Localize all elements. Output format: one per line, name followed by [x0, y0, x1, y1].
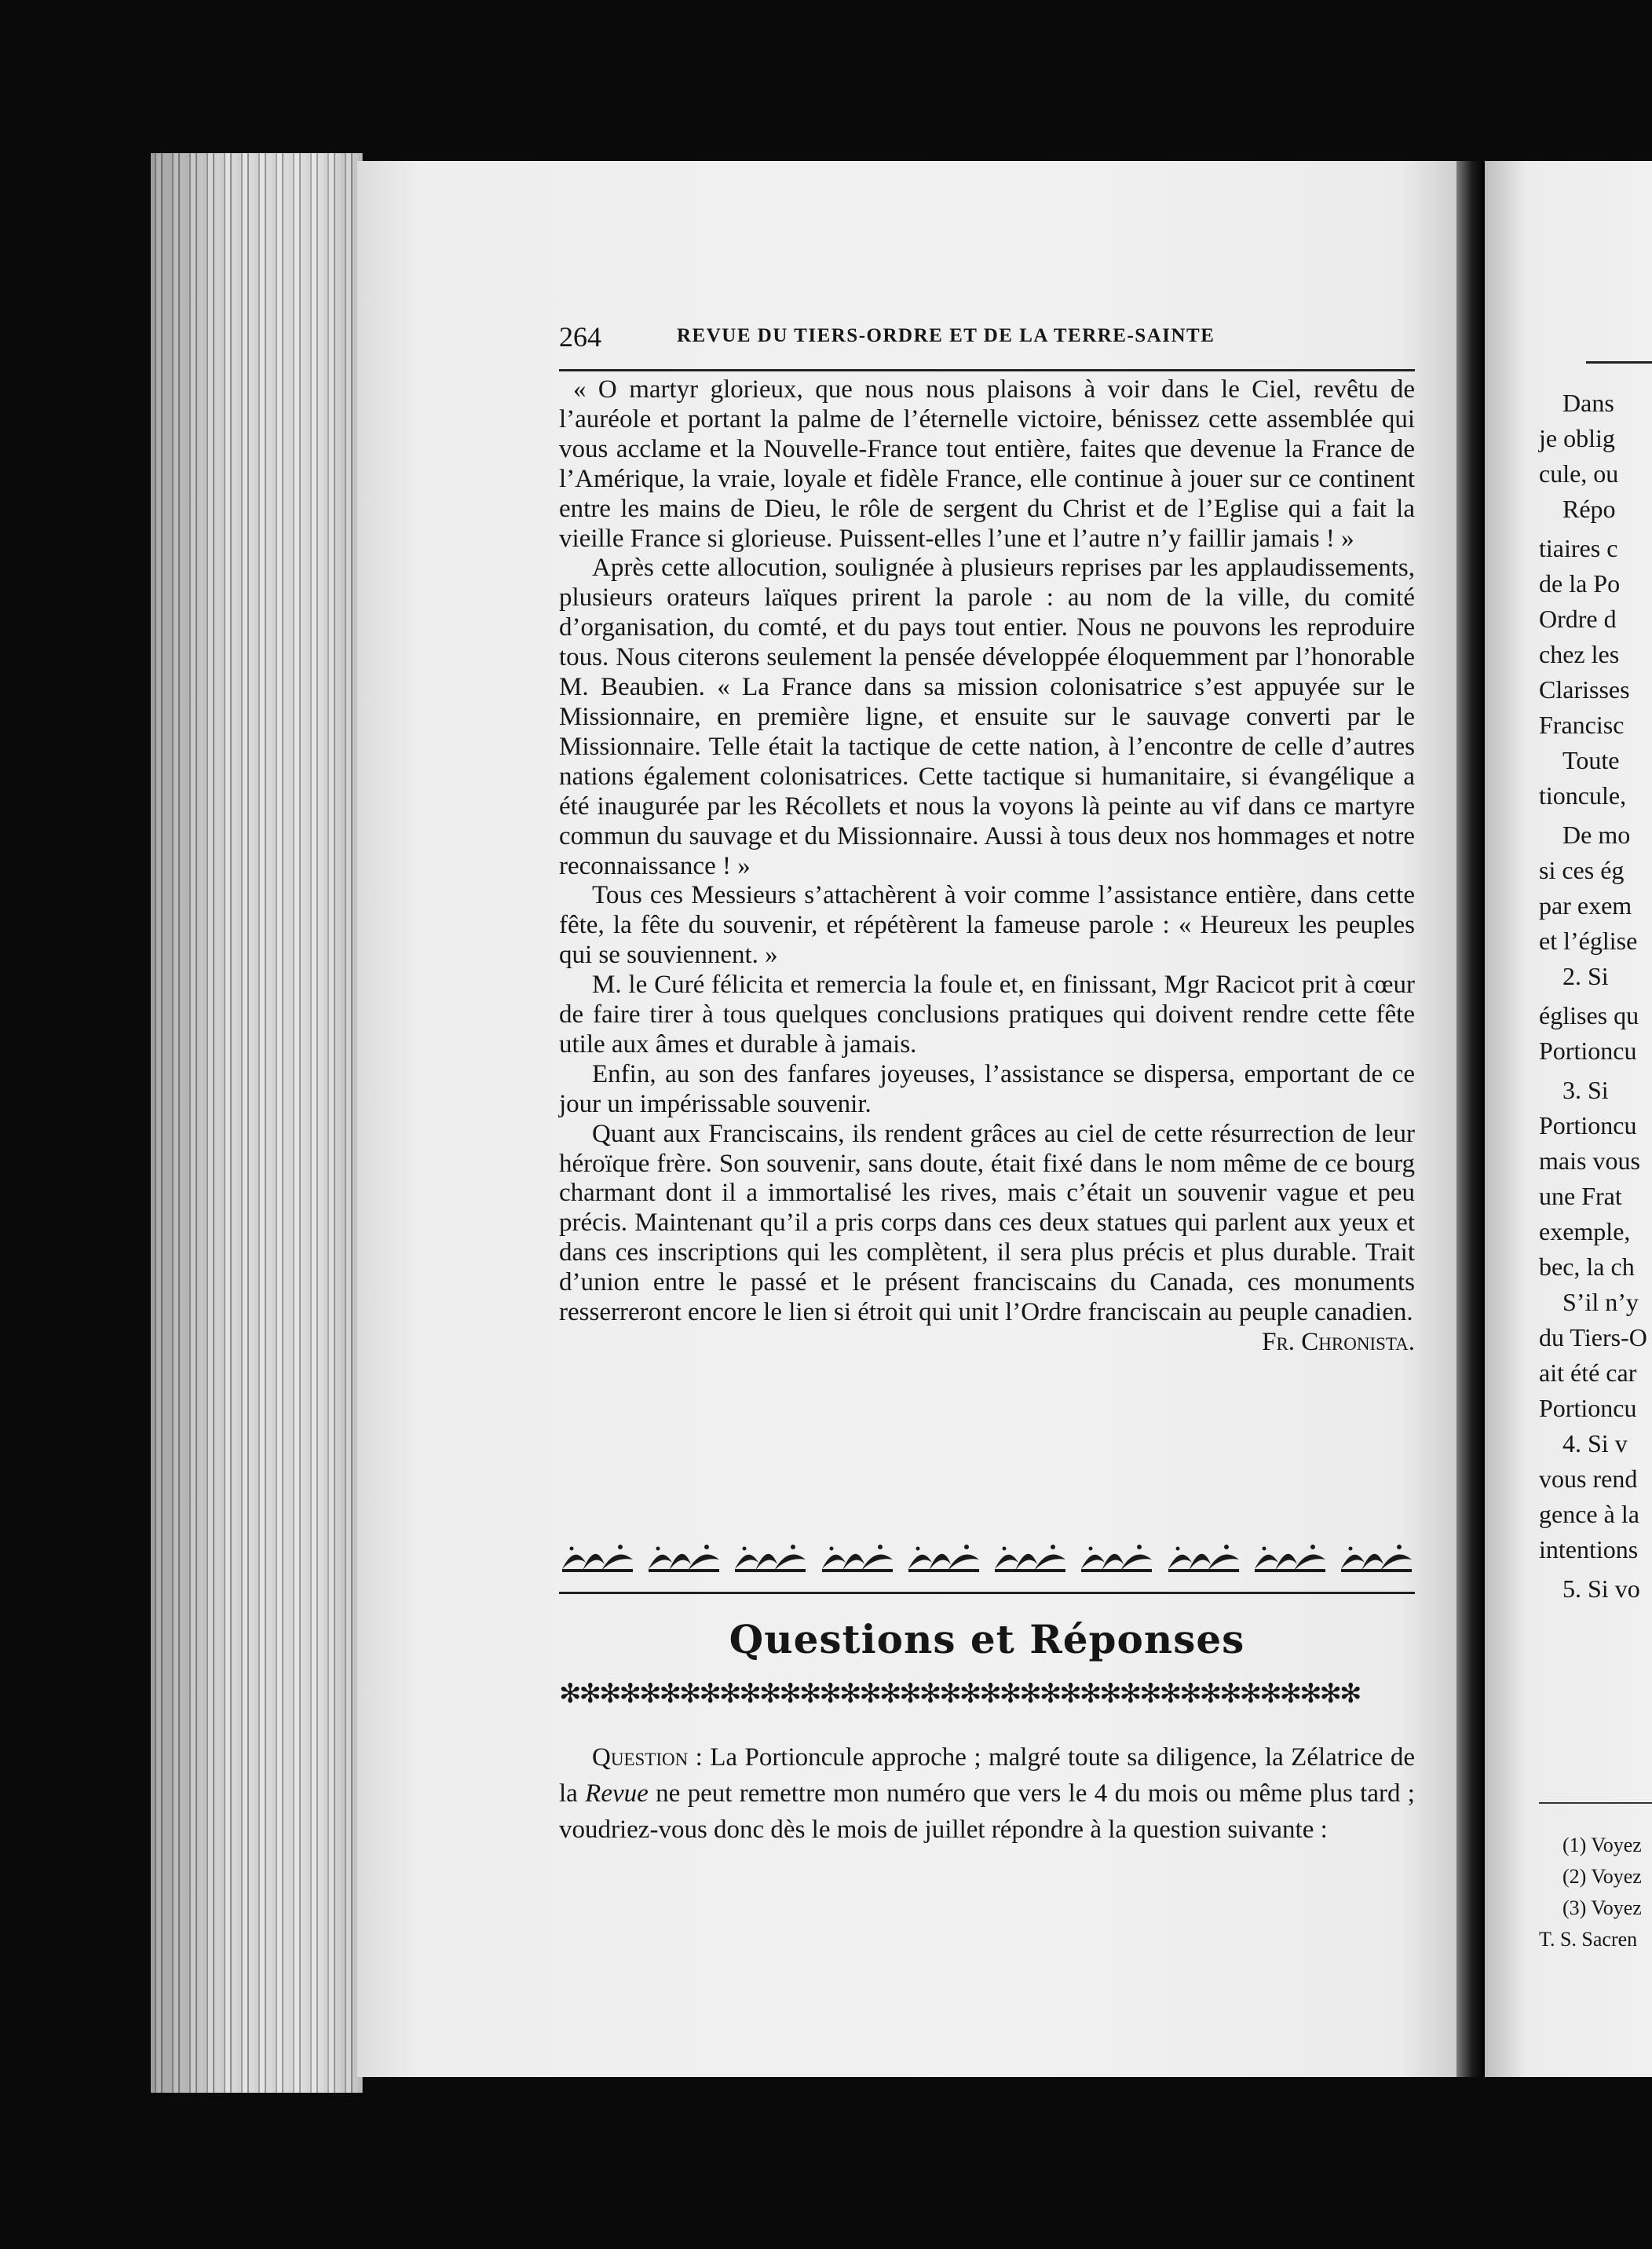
leaf-ornament-icon [905, 1539, 982, 1575]
facing-line-fragment: une Frat [1539, 1182, 1622, 1210]
facing-line-fragment: bec, la ch [1539, 1252, 1635, 1281]
paragraph: Après cette allocution, soulignée à plusieurs reprises par les applaudissements, plusieurs orateurs laïques prirent la parole : au nom de la ville, du comité d’organisation, du comté, et du pays tout entier. Nous ne pouvons les reproduire tous. Nous citerons seulement la pensée développée éloquemment par l’honorable M. Beaubien. « La France dans sa mission colonisatrice s’est appuyée sur le Missionnaire, en première ligne, et ensuite sur le sauvage converti par le Missionnaire. Telle était la tactique de cette nation, à l’encontre de celle d’autres nations également colonisatrices. Cette tactique si humanitaire, si évangélique a été inaugurée par les Récollets et nous la voyons là peinte au vif dans ce martyre commun du sauvage et du Missionnaire. Aussi à tous deux nos hommages et notre reconnaissance ! » [559, 554, 1415, 880]
question-text: La Portioncule approche ; malgré toute sa diligence, la Zélatrice de la [559, 1743, 1415, 1808]
leaf-ornament-icon [1078, 1539, 1155, 1575]
leaf-ornament-icon [1165, 1539, 1242, 1575]
facing-line-fragment: intentions [1539, 1535, 1639, 1563]
facing-line-fragment: ait été car [1539, 1359, 1637, 1387]
header-rule [559, 369, 1415, 371]
facing-line-fragment: S’il n’y [1562, 1288, 1639, 1316]
facing-line-fragment: 2. Si [1562, 962, 1609, 990]
leaf-ornament-icon [559, 1539, 636, 1575]
facing-line-fragment: Répo [1562, 495, 1616, 523]
facing-line-fragment: mais vous [1539, 1146, 1640, 1175]
section-rule [559, 1592, 1415, 1594]
article-body [559, 375, 1415, 1358]
facing-footnote-rule [1539, 1802, 1652, 1804]
facing-line-fragment: 3. Si [1562, 1076, 1609, 1104]
facing-line-fragment: 5. Si vo [1562, 1574, 1640, 1603]
star-divider: ✻✻✻✻✻✻✻✻✻✻✻✻✻✻✻✻✻✻✻✻✻✻✻✻✻✻✻✻✻✻✻✻✻✻✻✻✻✻✻✻ [559, 1680, 1360, 1709]
leaf-ornament-icon [819, 1539, 896, 1575]
facing-line-fragment: Portioncu [1539, 1394, 1637, 1422]
facing-line-fragment: Ordre d [1539, 605, 1617, 633]
facing-line-fragment: Toute [1562, 746, 1620, 774]
section-title: Questions et Réponses [729, 1616, 1245, 1662]
facing-footnote: (3) Voyez [1562, 1896, 1642, 1919]
facing-footnote: (1) Voyez [1562, 1834, 1642, 1856]
facing-line-fragment: si ces ég [1539, 856, 1625, 884]
facing-line-fragment: tioncule, [1539, 781, 1627, 810]
paragraph-last [559, 1119, 1415, 1356]
facing-line-fragment: Portioncu [1539, 1111, 1637, 1139]
question-paragraph [559, 1739, 1415, 1848]
facing-line-fragment: exemple, [1539, 1217, 1631, 1245]
facing-line-fragment: églises qu [1539, 1001, 1639, 1029]
facing-line-fragment: de la Po [1539, 569, 1621, 598]
question-block [559, 1739, 1415, 1848]
facing-line-fragment: je oblig [1539, 424, 1615, 452]
page-number: 264 [559, 321, 601, 353]
facing-line-fragment: Clarisses [1539, 675, 1630, 704]
leaf-ornament-icon [1338, 1539, 1415, 1575]
facing-footnote: (2) Voyez [1562, 1865, 1642, 1888]
paragraph: « O martyr glorieux, que nous nous plaisons à voir dans le Ciel, revêtu de l’auréole et portant la palme de l’éternelle victoire, bénissez cette assemblée qui vous acclame et la Nouvelle-France tout entière, faites que devenue la France de l’Amérique, la vraie, loyale et fidèle France, elle continue à jouer sur ce continent entre les mains de Dieu, le rôle de sergent du Christ et de l’Eglise qui a fait la vieille France si glorieuse. Puissent-elles l’une et l’autre n’y faillir jamais ! » [559, 375, 1415, 553]
running-head: REVUE DU TIERS-ORDRE ET DE LA TERRE-SAINTE [677, 325, 1215, 346]
facing-header-rule [1586, 361, 1652, 364]
question-label: Question : [592, 1743, 703, 1772]
facing-line-fragment: cule, ou [1539, 459, 1619, 488]
leaf-ornament-icon [645, 1539, 722, 1575]
facing-line-fragment: Francisc [1539, 711, 1625, 739]
leaf-ornament-icon [1252, 1539, 1329, 1575]
revue-title: Revue [585, 1779, 649, 1808]
page-header [559, 320, 1415, 352]
facing-line-fragment: Dans [1562, 389, 1614, 417]
facing-line-fragment: Portioncu [1539, 1037, 1637, 1065]
facing-line-fragment: 4. Si v [1562, 1429, 1628, 1457]
facing-line-fragment: tiaires c [1539, 534, 1618, 562]
paragraph: Enfin, au son des fanfares joyeuses, l’assistance se dispersa, emportant de ce jour un impérissable souvenir. [559, 1059, 1415, 1118]
facing-line-fragment: et l’église [1539, 927, 1638, 955]
signature: Fr. Chronista. [1262, 1328, 1415, 1356]
facing-footnote: T. S. Sacren [1539, 1928, 1638, 1951]
ornament-band [559, 1539, 1415, 1575]
facing-line-fragment: vous rend [1539, 1465, 1638, 1493]
facing-line-fragment: gence à la [1539, 1500, 1639, 1528]
leaf-ornament-icon [992, 1539, 1069, 1575]
question-text: ne peut remettre mon numéro que vers le 4 du mois ou même plus tard ; voudriez-vous donc dès le mois de juillet répondre à la question suivante : [559, 1779, 1415, 1844]
paragraph: M. le Curé félicita et remercia la foule et, en finissant, Mgr Racicot prit à cœur de faire tirer à tous quelques conclusions pratiques qui doivent rendre cette fête utile aux âmes et durable à jamais. [559, 971, 1415, 1059]
paragraph: Tous ces Messieurs s’attachèrent à voir comme l’assistance entière, dans cette fête, la fête du souvenir, et répétèrent la fameuse parole : « Heureux les peuples qui se souviennent. » [559, 881, 1415, 970]
facing-line-fragment: chez les [1539, 640, 1620, 668]
book-page-edges [151, 153, 363, 2093]
book-gutter [1456, 161, 1485, 2077]
leaf-ornament-icon [732, 1539, 809, 1575]
paragraph-text: Quant aux Franciscains, ils rendent grâces au ciel de cette résurrection de leur héroïque frère. Son souvenir, sans doute, était fixé dans le nom même de ce bourg charmant dont il a immortalisé les rives, mais c’était un souvenir vague et peu précis. Maintenant qu’il a pris corps dans ces deux statues qui parlent aux yeux et dans ces inscriptions qui les complètent, il sera plus précis et plus durable. Trait d’union entre le passé et le présent franciscains du Canada, ces monuments resserreront encore le lien si étroit qui unit l’Ordre franciscain au peuple canadien. [559, 1119, 1415, 1327]
facing-line-fragment: du Tiers-O [1539, 1323, 1647, 1351]
facing-line-fragment: De mo [1562, 821, 1631, 849]
facing-line-fragment: par exem [1539, 891, 1632, 920]
